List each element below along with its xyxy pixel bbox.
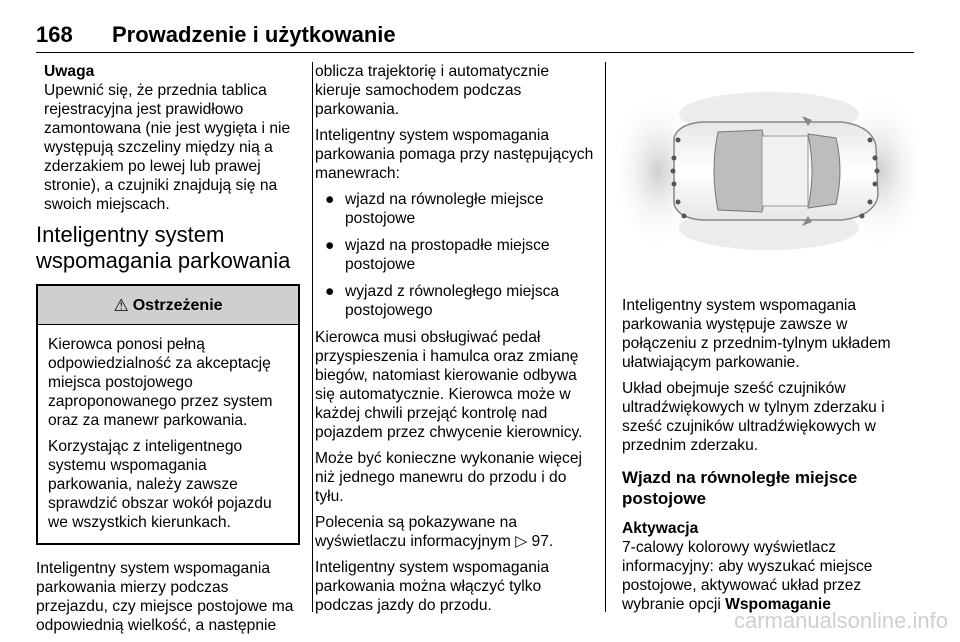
page-title: Prowadzenie i użytkowanie (112, 22, 396, 47)
watermark: carmanualsonline.info (733, 608, 948, 633)
column-3 (622, 62, 916, 621)
car-roof (762, 136, 808, 206)
display-reference-text: Polecenia są pokazywane na wyświetlaczu informacyjnym (315, 514, 517, 550)
list-item (315, 282, 595, 320)
warning-header (38, 286, 298, 325)
warning-box (36, 284, 300, 545)
list-item-text: wjazd na prostopadłe miejsce postojowe (345, 237, 550, 273)
list-item-text: wyjazd z równoległego miejsca postojowego (345, 283, 560, 319)
warning-paragraph: Kierowca ponosi pełną odpowiedzialność za akceptację miejsca postojowego zaproponowanego przez system oraz za manewr parkowania. (48, 336, 273, 429)
car-top-view-icon (622, 66, 916, 276)
bullet-icon: ● (325, 283, 335, 300)
warning-body (38, 325, 298, 543)
page-reference-link[interactable]: 97. (531, 533, 554, 550)
body-paragraph: Kierowca musi obsługiwać pedał przyspieszenia i hamulca oraz zmianę biegów, natomiast kierowanie odbywa się automatycznie. Kierowca może w każdej chwili przejąć kontrolę nad pojazdem przez chwycenie kierownicy. (315, 329, 583, 441)
list-item (315, 190, 595, 228)
body-paragraph: Układ obejmuje sześć czujników ultradźwiękowych w tylnym zderzaku i sześć czujników ultradźwiękowych w przednim zderzaku. (622, 380, 885, 454)
page-reference-icon[interactable]: ▷ (515, 533, 528, 550)
body-paragraph (622, 538, 916, 614)
list-item-text: wjazd na równoległe miejsce postojowe (345, 191, 544, 227)
activation-heading: Aktywacja (622, 520, 699, 537)
bullet-icon: ● (325, 237, 335, 254)
body-paragraph: Inteligentny system wspomagania parkowania występuje zawsze w połączeniu z przednim-tylnym układem ułatwiającym parkowanie. (622, 297, 891, 371)
note-block (36, 62, 300, 214)
body-paragraph: Inteligentny system wspomagania parkowania można włączyć tylko podczas jazdy do przodu. (315, 559, 550, 614)
page-number: 168 (36, 22, 73, 47)
list-item (315, 236, 595, 274)
rear-window (714, 130, 767, 212)
menu-option-name: Wspomaganie (725, 596, 831, 613)
body-paragraph: oblicza trajektorię i automatycznie kieruje samochodem podczas parkowania. (315, 63, 550, 118)
activation-text: 7-calowy kolorowy wyświetlacz informacyjny: aby wyszukać miejsce postojowe, aktywować układ przez wybranie opcji (622, 539, 873, 613)
warning-triangle-icon: ⚠ (113, 295, 129, 315)
section-heading: Inteligentny system wspomagania parkowania (36, 222, 291, 273)
column-2 (315, 62, 595, 622)
bullet-icon: ● (325, 191, 335, 208)
body-paragraph: Może być konieczne wykonanie więcej niż jednego manewru do przodu i do tyłu. (315, 450, 582, 505)
warning-paragraph: Korzystając z inteligentnego systemu wspomagania parkowania, należy zawsze sprawdzić obszar wokół pojazdu we wszystkich kierunkach. (48, 438, 272, 531)
subsection-heading: Wjazd na równoległe miejsce postojowe (622, 468, 858, 508)
windshield (808, 134, 840, 208)
warning-title: Ostrzeżenie (132, 296, 223, 314)
body-paragraph: Inteligentny system wspomagania parkowania pomaga przy następujących manewrach: (315, 127, 594, 182)
body-paragraph (315, 513, 595, 551)
column-divider (605, 62, 606, 612)
body-paragraph: Inteligentny system wspomagania parkowania mierzy podczas przejazdu, czy miejsce postojowe ma odpowiednią wielkość, a następnie (36, 560, 294, 634)
note-title: Uwaga (44, 63, 95, 80)
page-header (36, 18, 914, 53)
maneuver-list (315, 190, 595, 320)
car-sensor-figure (622, 66, 916, 276)
column-1 (36, 62, 300, 642)
column-divider (312, 62, 313, 612)
note-text: Upewnić się, że przednia tablica rejestracyjna jest prawidłowo zamontowana (nie jest wygięta i nie występują szczeliny między nią a zderzakiem po lewej lub prawej stronie), a czujniki znajdują się na swoich miejscach. (44, 82, 291, 213)
